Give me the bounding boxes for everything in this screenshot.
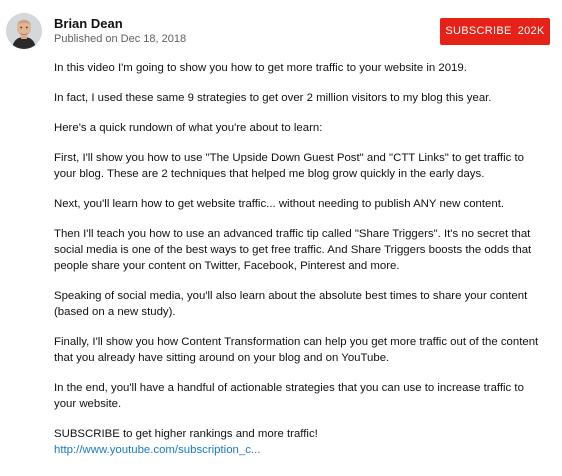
description-paragraph: Speaking of social media, you'll also learn about the absolute best times to share your content (based on a new study).: [54, 290, 528, 318]
description-paragraph: In fact, I used these same 9 strategies to get over 2 million visitors to my blog this year.: [54, 92, 492, 104]
description-paragraph: SUBSCRIBE to get higher rankings and more traffic!: [54, 428, 318, 440]
description-paragraph: First, I'll show you how to use "The Upside Down Guest Post" and "CTT Links" to get traffic to your blog. These are 2 techniques that helped me blog grow quickly in the early days.: [54, 152, 524, 180]
description-paragraph: Next, you'll learn how to get website traffic... without needing to publish ANY new content.: [54, 198, 505, 210]
description-paragraph: In the end, you'll have a handful of actionable strategies that you can use to increase traffic to your website.: [54, 382, 524, 410]
description-paragraph: Here's a quick rundown of what you're about to learn:: [54, 122, 323, 134]
video-description: [54, 60, 544, 458]
channel-name[interactable]: Brian Dean: [54, 16, 123, 31]
subscribe-button[interactable]: [440, 18, 550, 45]
avatar-portrait-icon: [6, 13, 42, 49]
subscription-link[interactable]: http://www.youtube.com/subscription_c...: [54, 444, 261, 456]
publish-date: Published on Dec 18, 2018: [54, 33, 187, 45]
avatar[interactable]: [6, 13, 42, 49]
subscribe-label: SUBSCRIBE: [445, 25, 512, 37]
description-paragraph: Finally, I'll show you how Content Transformation can help you get more traffic out of the content that you already have sitting around on your blog and on YouTube.: [54, 336, 539, 364]
description-paragraph: In this video I'm going to show you how to get more traffic to your website in 2019.: [54, 62, 467, 74]
subscriber-count: 202K: [517, 25, 545, 37]
description-paragraph: Then I'll teach you how to use an advanced traffic tip called "Share Triggers". It's no secret that social media is one of the best ways to get free traffic. And Share Triggers boosts the odds that people share your content on Twitter, Facebook, Pinterest and more.: [54, 228, 532, 272]
